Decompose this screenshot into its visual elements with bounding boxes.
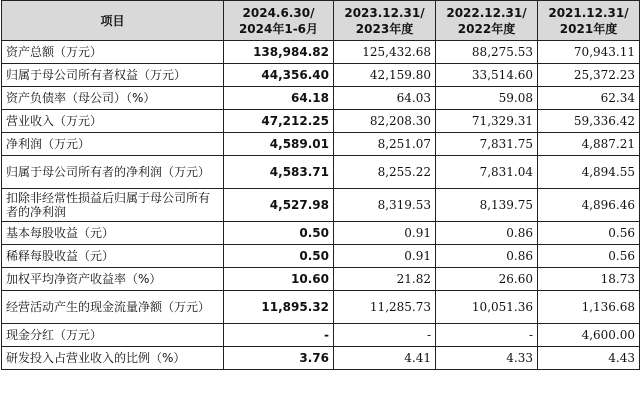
header-period-2023-date: 2023.12.31/ (344, 5, 425, 20)
cell-2024h1: - (224, 324, 334, 347)
row-label: 现金分红（万元） (2, 324, 224, 347)
cell-2021: 0.56 (538, 222, 640, 245)
header-period-2022-date: 2022.12.31/ (446, 5, 527, 20)
table-header (2, 1, 640, 41)
header-period-2022 (436, 1, 538, 41)
row-label: 净利润（万元） (2, 133, 224, 156)
cell-2023: 42,159.80 (334, 64, 436, 87)
row-label: 经营活动产生的现金流量净额（万元） (2, 291, 224, 324)
table-row (2, 156, 640, 189)
row-label: 加权平均净资产收益率（%） (2, 268, 224, 291)
cell-2023: 8,255.22 (334, 156, 436, 189)
cell-2024h1: 3.76 (224, 347, 334, 370)
table-row (2, 324, 640, 347)
cell-2024h1: 11,895.32 (224, 291, 334, 324)
cell-2023: 21.82 (334, 268, 436, 291)
cell-2021: 4,887.21 (538, 133, 640, 156)
cell-2023: 125,432.68 (334, 41, 436, 64)
cell-2022: 33,514.60 (436, 64, 538, 87)
cell-2024h1: 0.50 (224, 222, 334, 245)
table-row (2, 222, 640, 245)
cell-2022: 0.86 (436, 222, 538, 245)
cell-2024h1: 4,583.71 (224, 156, 334, 189)
cell-2024h1: 10.60 (224, 268, 334, 291)
cell-2023: 0.91 (334, 222, 436, 245)
cell-2023: 8,319.53 (334, 189, 436, 222)
cell-2021: 1,136.68 (538, 291, 640, 324)
financial-data-table (1, 0, 640, 370)
header-item: 项目 (2, 1, 224, 41)
cell-2021: 4,600.00 (538, 324, 640, 347)
table-row (2, 41, 640, 64)
cell-2021: 18.73 (538, 268, 640, 291)
header-period-2024h1 (224, 1, 334, 41)
cell-2021: 4.43 (538, 347, 640, 370)
cell-2023: 4.41 (334, 347, 436, 370)
header-period-2023-label: 2023年度 (355, 21, 414, 36)
cell-2022: 8,139.75 (436, 189, 538, 222)
row-label: 营业收入（万元） (2, 110, 224, 133)
table-row (2, 245, 640, 268)
cell-2023: 0.91 (334, 245, 436, 268)
cell-2022: - (436, 324, 538, 347)
cell-2024h1: 0.50 (224, 245, 334, 268)
cell-2023: 11,285.73 (334, 291, 436, 324)
table-row (2, 347, 640, 370)
cell-2021: 4,896.46 (538, 189, 640, 222)
header-period-2024h1-date: 2024.6.30/ (242, 5, 315, 20)
cell-2023: 64.03 (334, 87, 436, 110)
header-period-2022-label: 2022年度 (457, 21, 516, 36)
cell-2022: 7,831.04 (436, 156, 538, 189)
row-label: 归属于母公司所有者的净利润（万元） (2, 156, 224, 189)
table-row (2, 189, 640, 222)
cell-2023: - (334, 324, 436, 347)
cell-2024h1: 4,527.98 (224, 189, 334, 222)
cell-2023: 8,251.07 (334, 133, 436, 156)
header-period-2021-label: 2021年度 (559, 21, 618, 36)
table-row (2, 268, 640, 291)
header-period-2023 (334, 1, 436, 41)
table-row (2, 133, 640, 156)
row-label: 资产负债率（母公司）（%） (2, 87, 224, 110)
cell-2022: 26.60 (436, 268, 538, 291)
table-row (2, 110, 640, 133)
cell-2021: 4,894.55 (538, 156, 640, 189)
cell-2022: 0.86 (436, 245, 538, 268)
cell-2022: 88,275.53 (436, 41, 538, 64)
row-label: 研发投入占营业收入的比例（%） (2, 347, 224, 370)
table-row (2, 87, 640, 110)
cell-2021: 0.56 (538, 245, 640, 268)
cell-2021: 70,943.11 (538, 41, 640, 64)
row-label: 稀释每股收益（元） (2, 245, 224, 268)
cell-2021: 62.34 (538, 87, 640, 110)
table-row (2, 291, 640, 324)
row-label: 资产总额（万元） (2, 41, 224, 64)
header-period-2021 (538, 1, 640, 41)
cell-2022: 71,329.31 (436, 110, 538, 133)
cell-2024h1: 138,984.82 (224, 41, 334, 64)
cell-2024h1: 44,356.40 (224, 64, 334, 87)
cell-2022: 4.33 (436, 347, 538, 370)
table-body (2, 41, 640, 370)
cell-2021: 25,372.23 (538, 64, 640, 87)
row-label: 扣除非经常性损益后归属于母公司所有者的净利润 (2, 189, 224, 222)
row-label: 基本每股收益（元） (2, 222, 224, 245)
header-period-2021-date: 2021.12.31/ (548, 5, 629, 20)
cell-2023: 82,208.30 (334, 110, 436, 133)
row-label: 归属于母公司所有者权益（万元） (2, 64, 224, 87)
cell-2024h1: 4,589.01 (224, 133, 334, 156)
header-row (2, 1, 640, 41)
cell-2022: 7,831.75 (436, 133, 538, 156)
table-row (2, 64, 640, 87)
header-period-2024h1-label: 2024年1-6月 (238, 21, 319, 36)
cell-2021: 59,336.42 (538, 110, 640, 133)
cell-2022: 10,051.36 (436, 291, 538, 324)
cell-2024h1: 64.18 (224, 87, 334, 110)
cell-2024h1: 47,212.25 (224, 110, 334, 133)
cell-2022: 59.08 (436, 87, 538, 110)
